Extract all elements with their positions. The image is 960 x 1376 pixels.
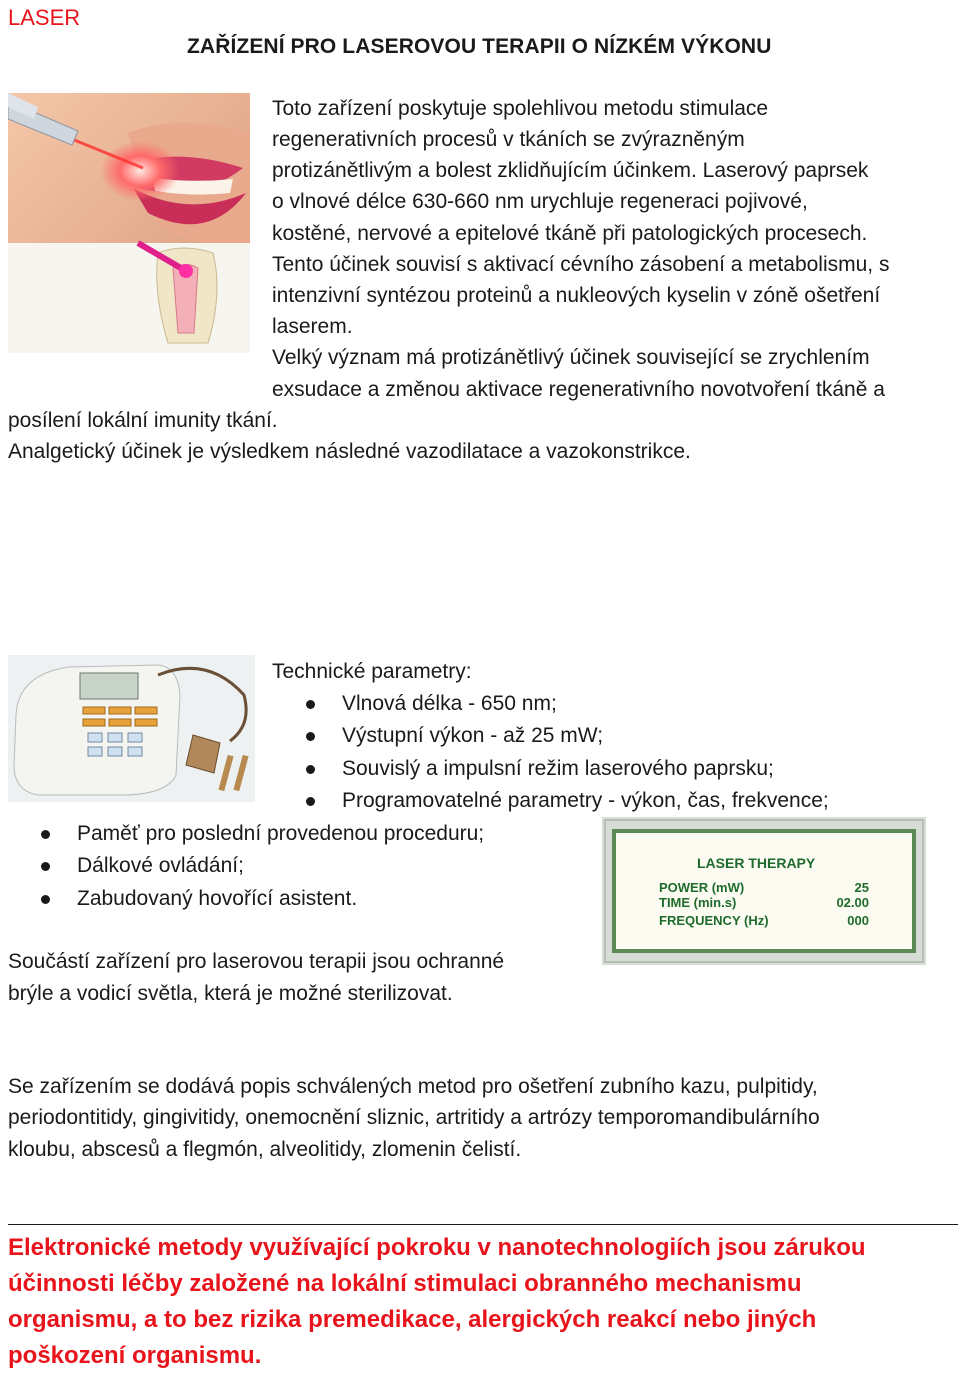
bullet-icon xyxy=(306,732,315,741)
closing-line: organismu, a to bez rizika premedikace, alergických reakcí nebo jiných xyxy=(8,1306,817,1333)
accessories-line: brýle a vodicí světla, která je možné sterilizovat. xyxy=(8,982,453,1005)
tech-item-label: Vlnová délka - 650 nm; xyxy=(342,692,557,715)
tech-item-label: Dálkové ovládání; xyxy=(77,854,244,877)
bullet-icon xyxy=(306,797,315,806)
display-value: 02.00 xyxy=(836,895,869,910)
intro-line: laserem. xyxy=(272,315,353,338)
intro-line: kostěné, nervové a epitelové tkáně při patologických procesech. xyxy=(272,222,868,245)
tech-item-label: Paměť pro poslední provedenou proceduru; xyxy=(77,822,485,845)
tech-item xyxy=(41,883,357,914)
bullet-icon xyxy=(306,765,315,774)
tech-item-label: Programovatelné parametry - výkon, čas, frekvence; xyxy=(342,789,829,812)
divider xyxy=(8,1224,958,1225)
laser-treatment-photo xyxy=(8,93,250,353)
bullet-icon xyxy=(306,700,315,709)
tech-item xyxy=(306,720,603,751)
document-title: ZAŘÍZENÍ PRO LASEROVOU TERAPII O NÍZKÉM VÝKONU xyxy=(187,35,772,58)
tech-item xyxy=(41,850,244,881)
intro-line: regenerativních procesů v tkáních se zvýrazněným xyxy=(272,128,745,151)
display-value: 000 xyxy=(847,913,869,928)
intro-line: Toto zařízení poskytuje spolehlivou metodu stimulace xyxy=(272,97,769,120)
tech-item-label: Souvislý a impulsní režim laserového paprsku; xyxy=(342,757,774,780)
intro-line: posílení lokální imunity tkání. xyxy=(8,409,278,432)
display-label: POWER (mW) xyxy=(659,880,745,895)
tech-item xyxy=(41,818,484,849)
tech-item-label: Výstupní výkon - až 25 mW; xyxy=(342,724,604,747)
accessories-line: Součástí zařízení pro laserovou terapii jsou ochranné xyxy=(8,950,505,973)
laser-device-photo xyxy=(8,655,255,802)
closing-line: účinnosti léčby založené na lokální stimulaci obranného mechanismu xyxy=(8,1270,802,1297)
methods-line: kloubu, abscesů a flegmón, alveolitidy, zlomenin čelistí. xyxy=(8,1138,522,1161)
tech-heading: Technické parametry: xyxy=(272,660,472,683)
bullet-icon xyxy=(41,862,50,871)
display-value: 25 xyxy=(854,880,869,895)
intro-line: Tento účinek souvisí s aktivací cévního zásobení a metabolismu, s xyxy=(272,253,890,276)
bullet-icon xyxy=(41,895,50,904)
intro-line: protizánětlivým a bolest zklidňujícím účinkem. Laserový paprsek xyxy=(272,159,869,182)
closing-line: poškození organismu. xyxy=(8,1342,262,1369)
intro-line: Velký význam má protizánětlivý účinek související se zrychlením xyxy=(272,346,870,369)
display-label: FREQUENCY (Hz) xyxy=(659,913,769,928)
display-label: TIME (min.s) xyxy=(659,895,737,910)
tech-item xyxy=(306,753,774,784)
tech-item xyxy=(306,688,557,719)
methods-line: periodontitidy, gingivitidy, onemocnění sliznic, artritidy a artrózy temporomandibulárního xyxy=(8,1106,820,1129)
tech-item-label: Zabudovaný hovořící asistent. xyxy=(77,887,358,910)
closing-line: Elektronické metody využívající pokroku v nanotechnologiích jsou zárukou xyxy=(8,1234,866,1261)
section-label: LASER xyxy=(8,5,81,30)
intro-line: intenzivní syntézou proteinů a nukleových kyselin v zóně ošetření xyxy=(272,284,881,307)
methods-line: Se zařízením se dodává popis schválených metod pro ošetření zubního kazu, pulpitidy, xyxy=(8,1075,818,1098)
laser-therapy-display xyxy=(602,817,926,965)
bullet-icon xyxy=(41,830,50,839)
tech-item xyxy=(306,785,829,816)
intro-line: Analgetický účinek je výsledkem následné vazodilatace a vazokonstrikce. xyxy=(8,440,691,463)
display-title: LASER THERAPY xyxy=(697,855,816,871)
intro-line: exsudace a změnou aktivace regenerativního novotvoření tkáně a xyxy=(272,378,885,401)
intro-line: o vlnové délce 630-660 nm urychluje regeneraci pojivové, xyxy=(272,190,808,213)
